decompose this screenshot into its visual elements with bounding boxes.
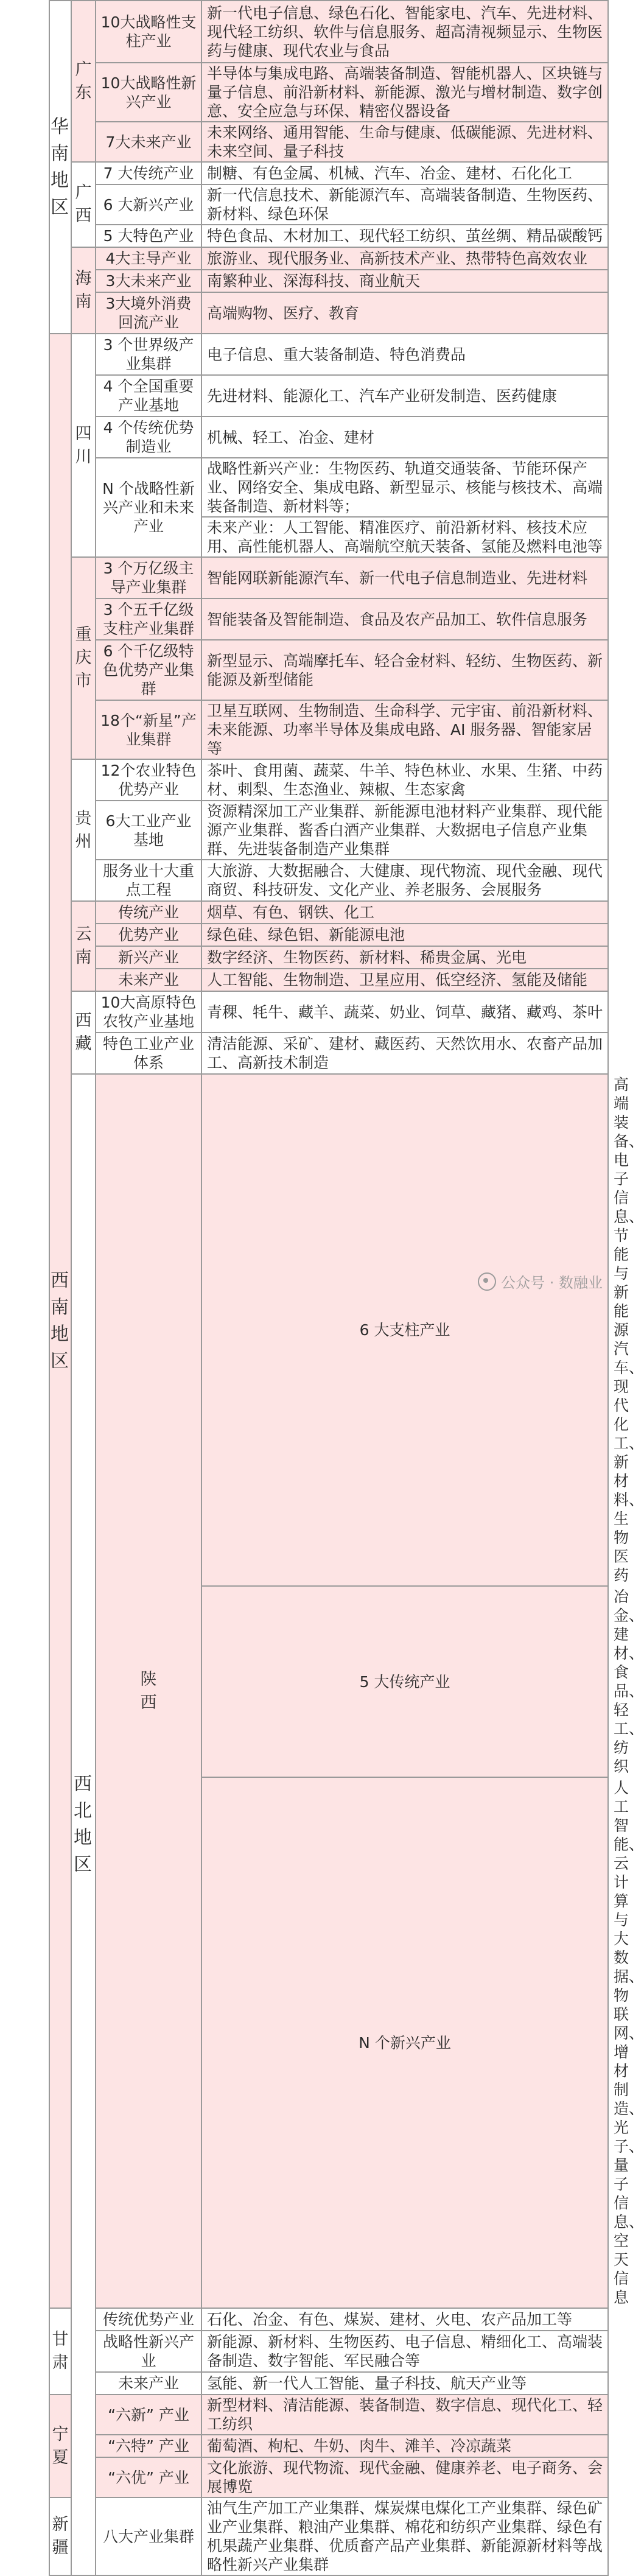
category-cell: 传统产业 [96, 901, 201, 924]
table-row: N 个新兴产业 人工智能、云计算与大数据、物联网、增材制造、光子、量子信息、空天信息 [49, 1777, 608, 2308]
table-row [49, 969, 608, 991]
category-cell: N 个战略性新兴产业和未来产业 [96, 458, 201, 557]
category-cell: 3大未来产业 [96, 270, 201, 292]
table-row [49, 225, 608, 247]
description-cell: 人工智能、生物制造、卫星应用、低空经济、氢能及储能 [201, 969, 608, 991]
category-cell: 10大高原特色农牧产业基地 [96, 991, 201, 1033]
province-cell-shaanxi [96, 1074, 201, 2308]
province-label: 陕西 [140, 1669, 157, 1712]
category-cell: 八大产业集群 [96, 2497, 201, 2575]
province-cell-gansu [49, 2308, 71, 2395]
province-cell-guangxi [71, 162, 96, 247]
category-cell: 传统优势产业 [96, 2308, 201, 2331]
table-row [49, 292, 608, 334]
table-row [49, 63, 608, 122]
table-row [49, 1033, 608, 1074]
table-row [49, 458, 608, 517]
region-cell-northwest [71, 1074, 96, 2575]
category-cell: 5 大传统产业 [201, 1586, 608, 1777]
category-cell: 10大战略性支柱产业 [96, 1, 201, 63]
description-cell: 数字经济、生物医药、新材料、稀贵金属、光电 [201, 946, 608, 969]
table-row [49, 184, 608, 225]
category-cell: 未来产业 [96, 969, 201, 991]
table-row [49, 640, 608, 700]
category-cell: 6 大支柱产业 [201, 1074, 608, 1586]
table-row [49, 162, 608, 184]
description-cell: 氢能、新一代人工智能、量子科技、航天产业等 [201, 2372, 608, 2395]
description-cell: 葡萄酒、枸杞、牛奶、肉牛、滩羊、冷凉蔬菜 [201, 2435, 608, 2457]
category-cell: 战略性新兴产业 [96, 2331, 201, 2372]
region-label: 西北地区 [74, 1774, 93, 1875]
description-cell: 智能网联新能源汽车、新一代电子信息制造业、先进材料 [201, 557, 608, 598]
province-cell-xizang [71, 991, 96, 1074]
description-cell: 文化旅游、现代物流、现代金融、健康养老、电子商务、会展博览 [201, 2457, 608, 2497]
category-cell: “六新” 产业 [96, 2395, 201, 2435]
table-row [49, 2457, 608, 2497]
description-cell: 制糖、有色金属、机械、汽车、冶金、建材、石化化工 [201, 162, 608, 184]
region-cell-south-china [49, 1, 71, 334]
category-cell: 特色工业产业体系 [96, 1033, 201, 1074]
description-cell: 油气生产加工产业集群、煤炭煤电煤化工产业集群、绿色矿业产业集群、粮油产业集群、棉花和纺织产业集群、绿色有机果蔬产业集群、优质畜产品产业集群、新能源新材料等战略性新兴产业集群 [201, 2497, 608, 2575]
table-row [49, 416, 608, 458]
category-cell: 3 个万亿级主导产业集群 [96, 557, 201, 598]
table-row [49, 334, 608, 375]
description-cell: 卫星互联网、生物制造、生命科学、元宇宙、前沿新材料、未来能源、功率半导体及集成电路、AI 服务器、智能家居等 [201, 700, 608, 759]
category-cell: 18个“新星”产业集群 [96, 700, 201, 759]
province-label: 宁夏 [52, 2424, 69, 2467]
description-cell: 新型材料、清洁能源、装备制造、数字信息、现代化工、轻工纺织 [201, 2395, 608, 2435]
description-cell: 智能装备及智能制造、食品及农产品加工、软件信息服务 [201, 598, 608, 640]
province-label: 海南 [75, 269, 92, 311]
province-label: 云南 [75, 925, 92, 967]
description-cell: 新型显示、高端摩托车、轻合金材料、轻纺、生物医药、新能源及新型储能 [201, 640, 608, 700]
description-cell: 特色食品、木材加工、现代轻工纺织、茧丝绸、精品碳酸钙 [201, 225, 608, 247]
category-cell: 4大主导产业 [96, 247, 201, 270]
category-cell: 7大未来产业 [96, 122, 201, 162]
province-label: 新疆 [52, 2515, 69, 2557]
table-row [49, 122, 608, 162]
description-cell: 先进材料、能源化工、汽车产业研发制造、医药健康 [201, 375, 608, 416]
table-row [49, 2435, 608, 2457]
province-cell-hainan [71, 247, 96, 334]
category-cell: 未来产业 [96, 2372, 201, 2395]
province-label: 广东 [75, 60, 92, 102]
table-row [49, 2372, 608, 2395]
table-row [49, 375, 608, 416]
province-cell-sichuan [71, 334, 96, 557]
province-cell-ningxia [49, 2395, 71, 2497]
table-row: 5 大传统产业 冶金、建材、食品、轻工、纺织 [49, 1586, 608, 1777]
description-cell: 烟草、有色、钢铁、化工 [201, 901, 608, 924]
table-row [49, 2331, 608, 2372]
category-cell: 6大工业产业基地 [96, 801, 201, 860]
description-cell: 战略性新兴产业：生物医药、轨道交通装备、节能环保产业、网络安全、集成电路、新型显示、核能与核技术、高端装备制造、新材料等； [201, 458, 608, 517]
province-label: 甘肃 [52, 2330, 69, 2372]
description-cell: 石化、冶金、有色、煤炭、建材、火电、农产品加工等 [201, 2308, 608, 2331]
category-cell: 3 个世界级产业集群 [96, 334, 201, 375]
category-cell: 6 个千亿级特色优势产业集群 [96, 640, 201, 700]
description-cell: 南繁种业、深海科技、商业航天 [201, 270, 608, 292]
description-cell: 旅游业、现代服务业、高新技术产业、热带特色高效农业 [201, 247, 608, 270]
province-cell-chongqing [71, 557, 96, 759]
table-row [49, 2395, 608, 2435]
category-cell: “六优” 产业 [96, 2457, 201, 2497]
description-cell: 资源精深加工产业集群、新能源电池材料产业集群、现代能源产业集群、酱香白酒产业集群、大数据电子信息产业集群、先进装备制造产业集群 [201, 801, 608, 860]
description-cell: 未来网络、通用智能、生命与健康、低碳能源、先进材料、未来空间、量子科技 [201, 122, 608, 162]
description-cell: 未来产业：人工智能、精准医疗、前沿新材料、核技术应用、高性能机器人、高端航空航天装备、氢能及燃料电池等 [201, 517, 608, 557]
wechat-logo-icon [478, 1272, 496, 1291]
description-cell: 茶叶、食用菌、蔬菜、牛羊、特色林业、水果、生猪、中药材、刺梨、生态渔业、辣椒、生态家禽 [201, 759, 608, 801]
category-cell: N 个新兴产业 [201, 1777, 608, 2308]
table-row [49, 946, 608, 969]
table-row [49, 860, 608, 901]
table-row [49, 2497, 608, 2575]
category-cell: 5 大特色产业 [96, 225, 201, 247]
province-cell-xinjiang [49, 2497, 71, 2575]
province-label: 重庆市 [75, 625, 92, 690]
description-cell: 新一代信息技术、新能源汽车、高端装备制造、生物医药、新材料、绿色环保 [201, 184, 608, 225]
description-cell: 半导体与集成电路、高端装备制造、智能机器人、区块链与量子信息、前沿新材料、新能源、激光与增材制造、数字创意、安全应急与环保、精密仪器设备 [201, 63, 608, 122]
category-cell: 服务业十大重点工程 [96, 860, 201, 901]
category-cell: 4 个全国重要产业基地 [96, 375, 201, 416]
category-cell: 4 个传统优势制造业 [96, 416, 201, 458]
category-cell: 3大境外消费回流产业 [96, 292, 201, 334]
category-cell: 7 大传统产业 [96, 162, 201, 184]
province-label: 广西 [75, 183, 92, 225]
category-cell: 3 个五千亿级支柱产业集群 [96, 598, 201, 640]
table-row [49, 270, 608, 292]
category-cell: 新兴产业 [96, 946, 201, 969]
table-row [49, 801, 608, 860]
province-cell-guizhou [71, 759, 96, 901]
province-cell-guangdong [71, 1, 96, 162]
table-row [49, 924, 608, 946]
table-row [49, 759, 608, 801]
province-label: 贵州 [75, 809, 92, 851]
category-cell: “六特” 产业 [96, 2435, 201, 2457]
category-cell: 12个农业特色优势产业 [96, 759, 201, 801]
category-cell: 6 大新兴产业 [96, 184, 201, 225]
region-cell-southwest [49, 334, 71, 2308]
description-cell: 机械、轻工、冶金、建材 [201, 416, 608, 458]
description-cell: 清洁能源、采矿、建材、藏医药、天然饮用水、农畜产品加工、高新技术制造 [201, 1033, 608, 1074]
table-row [49, 2308, 608, 2331]
description-cell: 青稞、牦牛、藏羊、蔬菜、奶业、饲草、藏猪、藏鸡、茶叶 [201, 991, 608, 1033]
region-label: 西南地区 [51, 1269, 70, 1372]
table-row [49, 1, 608, 63]
table-row [49, 598, 608, 640]
description-cell: 绿色硅、绿色铝、新能源电池 [201, 924, 608, 946]
table-row: 西北地区 陕西 6 大支柱产业 高端装备、电子信息、节能与新能源汽车、现代化工、新材料、生物医药 [49, 1074, 608, 1586]
province-label: 西藏 [75, 1011, 92, 1053]
category-cell: 优势产业 [96, 924, 201, 946]
table-row [49, 901, 608, 924]
province-cell-yunnan [71, 901, 96, 991]
description-cell: 新一代电子信息、绿色石化、智能家电、汽车、先进材料、现代轻工纺织、软件与信息服务、超高清视频显示、生物医药与健康、现代农业与食品 [201, 1, 608, 63]
description-cell: 大旅游、大数据融合、大健康、现代物流、现代金融、现代商贸、科技研发、文化产业、养老服务、会展服务 [201, 860, 608, 901]
description-cell: 新能源、新材料、生物医药、电子信息、精细化工、高端装备制造、数字智能、军民融合等 [201, 2331, 608, 2372]
province-label: 四川 [75, 424, 92, 466]
description-cell: 电子信息、重大装备制造、特色消费品 [201, 334, 608, 375]
description-cell: 高端购物、医疗、教育 [201, 292, 608, 334]
table-row [49, 991, 608, 1033]
table-row [49, 700, 608, 759]
watermark [478, 1271, 603, 1292]
region-label: 华南地区 [51, 116, 70, 218]
table-row [49, 557, 608, 598]
table-row [49, 247, 608, 270]
watermark-text: 公众号 · 数融业 [501, 1274, 603, 1291]
category-cell: 10大战略性新兴产业 [96, 63, 201, 122]
